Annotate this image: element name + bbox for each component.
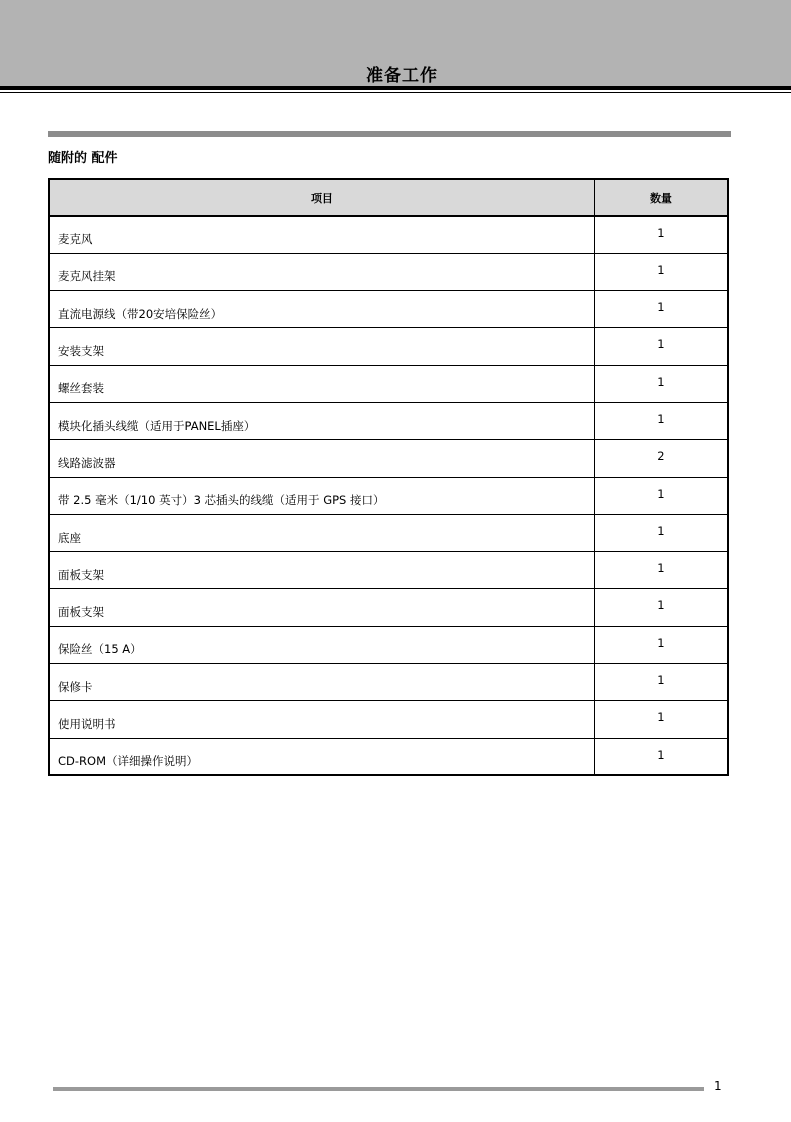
item-cell: 面板支架 [49, 589, 594, 626]
item-cell: 螺丝套装 [49, 365, 594, 402]
table-row [49, 216, 728, 253]
item-cell: 面板支架 [49, 552, 594, 589]
table-row [49, 589, 728, 626]
item-cell: 带 2.5 毫米（1/10 英寸）3 芯插头的线缆（适用于 GPS 接口） [49, 477, 594, 514]
qty-cell: 1 [594, 552, 728, 589]
table-header-row [49, 179, 728, 216]
qty-cell: 1 [594, 514, 728, 551]
header-band [0, 0, 791, 86]
page-title: 准备工作 [366, 66, 438, 86]
qty-cell: 1 [594, 477, 728, 514]
table-row [49, 365, 728, 402]
header-rule-thin [0, 92, 791, 93]
accessories-table [48, 178, 729, 776]
qty-cell: 1 [594, 589, 728, 626]
table-row [49, 552, 728, 589]
table-row [49, 738, 728, 775]
item-cell: 线路滤波器 [49, 440, 594, 477]
table-row [49, 664, 728, 701]
footer-rule [53, 1087, 704, 1091]
qty-cell: 1 [594, 291, 728, 328]
header-rule-thick [0, 86, 791, 90]
qty-cell: 2 [594, 440, 728, 477]
qty-cell: 1 [594, 738, 728, 775]
table-row [49, 477, 728, 514]
qty-cell: 1 [594, 402, 728, 439]
item-cell: 安装支架 [49, 328, 594, 365]
section-bar [48, 131, 731, 137]
table-row [49, 626, 728, 663]
qty-cell: 1 [594, 365, 728, 402]
qty-cell: 1 [594, 216, 728, 253]
item-cell: 保修卡 [49, 664, 594, 701]
item-cell: CD-ROM（详细操作说明） [49, 738, 594, 775]
item-cell: 使用说明书 [49, 701, 594, 738]
table-row [49, 701, 728, 738]
column-header-item: 项目 [49, 179, 594, 216]
table-row [49, 328, 728, 365]
item-cell: 保险丝（15 A） [49, 626, 594, 663]
item-cell: 麦克风 [49, 216, 594, 253]
item-cell: 麦克风挂架 [49, 253, 594, 290]
item-cell: 直流电源线（带20安培保险丝） [49, 291, 594, 328]
table-row [49, 514, 728, 551]
qty-cell: 1 [594, 664, 728, 701]
qty-cell: 1 [594, 701, 728, 738]
column-header-qty: 数量 [594, 179, 728, 216]
qty-cell: 1 [594, 626, 728, 663]
table-row [49, 253, 728, 290]
qty-cell: 1 [594, 253, 728, 290]
table-row [49, 291, 728, 328]
qty-cell: 1 [594, 328, 728, 365]
section-title: 随附的 配件 [48, 151, 118, 166]
item-cell: 底座 [49, 514, 594, 551]
item-cell: 模块化插头线缆（适用于PANEL插座） [49, 402, 594, 439]
page-number: 1 [714, 1079, 722, 1093]
table-row [49, 440, 728, 477]
table-row [49, 402, 728, 439]
